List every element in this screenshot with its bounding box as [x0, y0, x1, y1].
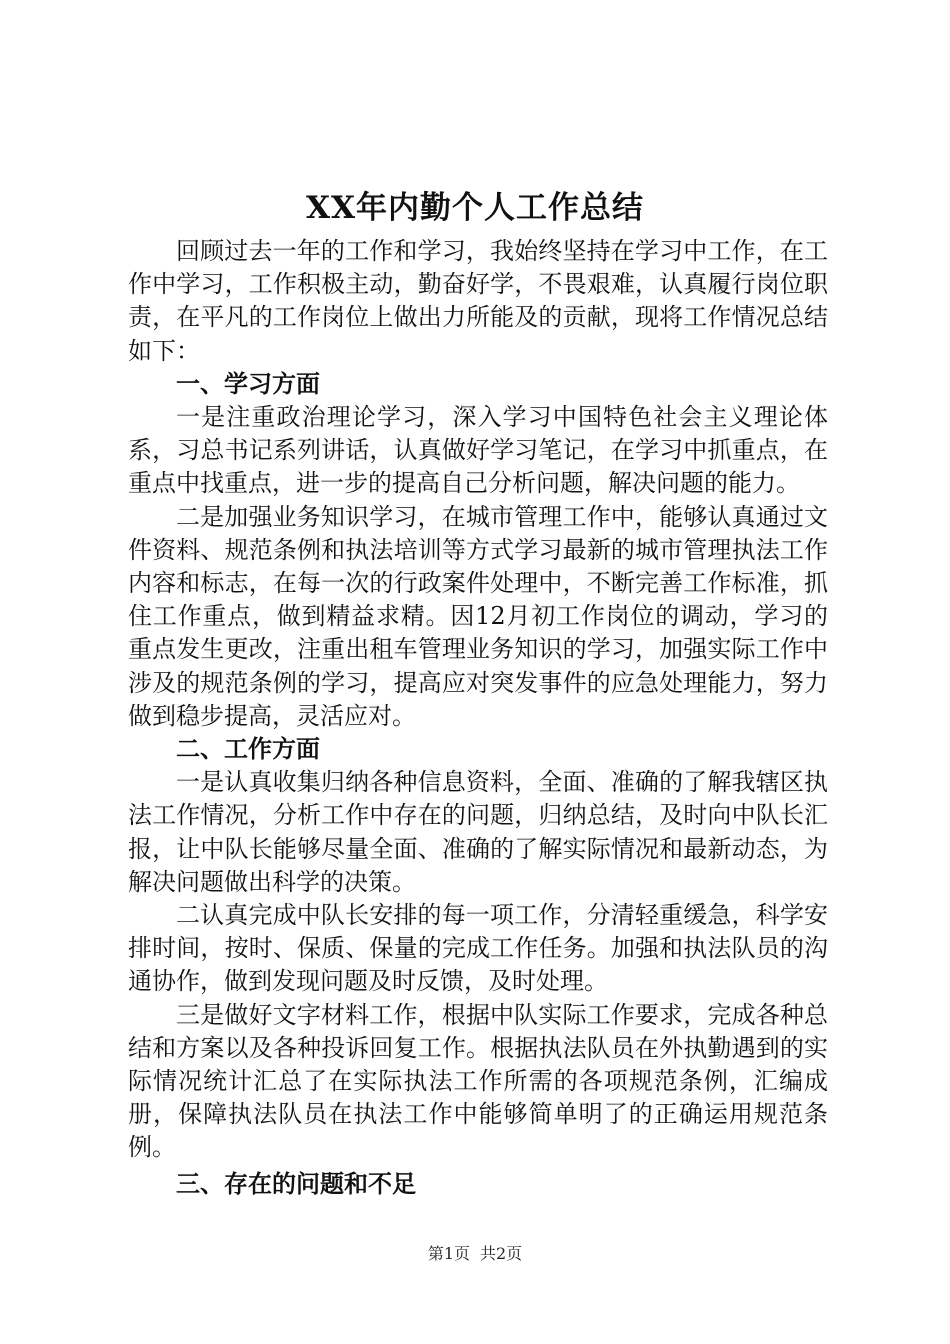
document-title: XX年内勤个人工作总结 — [305, 190, 645, 226]
document-body — [128, 235, 828, 1201]
study-paragraph-2: 二是加强业务知识学习，在城市管理工作中，能够认真通过文件资料、规范条例和执法培训等方式学习最新的城市管理执法工作内容和标志，在每一次的行政案件处理中，不断完善工作标准，抓住工作重点，做到精益求精。因12月初工作岗位的调动，学习的重点发生更改，注重出租车管理业务知识的学习，加强实际工作中涉及的规范条例的学习，提高应对突发事件的应急处理能力，努力做到稳步提高，灵活应对。 — [128, 502, 828, 730]
page-number: 第1页 — [427, 1244, 470, 1263]
section-heading-problems: 三、存在的问题和不足 — [176, 1169, 416, 1198]
intro-paragraph: 回顾过去一年的工作和学习，我始终坚持在学习中工作，在工作中学习，工作积极主动，勤奋好学，不畏艰难，认真履行岗位职责，在平凡的工作岗位上做出力所能及的贡献，现将工作情况总结如下： — [128, 237, 828, 365]
work-paragraph-2: 二认真完成中队长安排的每一项工作，分清轻重缓急，科学安排时间，按时、保质、保量的完成工作任务。加强和执法队员的沟通协作，做到发现问题及时反馈，及时处理。 — [128, 901, 828, 996]
section-heading-work: 二、工作方面 — [176, 735, 320, 764]
study-paragraph-1: 一是注重政治理论学习，深入学习中国特色社会主义理论体系，习总书记系列讲话，认真做好学习笔记，在学习中抓重点，在重点中找重点，进一步的提高自己分析问题，解决问题的能力。 — [128, 403, 828, 498]
page-total: 共2页 — [480, 1244, 523, 1263]
section-heading-study: 一、学习方面 — [176, 369, 320, 398]
page-footer — [0, 1243, 950, 1265]
work-paragraph-1: 一是认真收集归纳各种信息资料，全面、准确的了解我辖区执法工作情况，分析工作中存在的问题，归纳总结，及时向中队长汇报，让中队长能够尽量全面、准确的了解实际情况和最新动态，为解决问题做出科学的决策。 — [128, 768, 828, 896]
work-paragraph-3: 三是做好文字材料工作，根据中队实际工作要求，完成各种总结和方案以及各种投诉回复工作。根据执法队员在外执勤遇到的实际情况统计汇总了在实际执法工作所需的各项规范条例，汇编成册，保障执法队员在执法工作中能够简单明了的正确运用规范条例。 — [128, 1000, 828, 1162]
